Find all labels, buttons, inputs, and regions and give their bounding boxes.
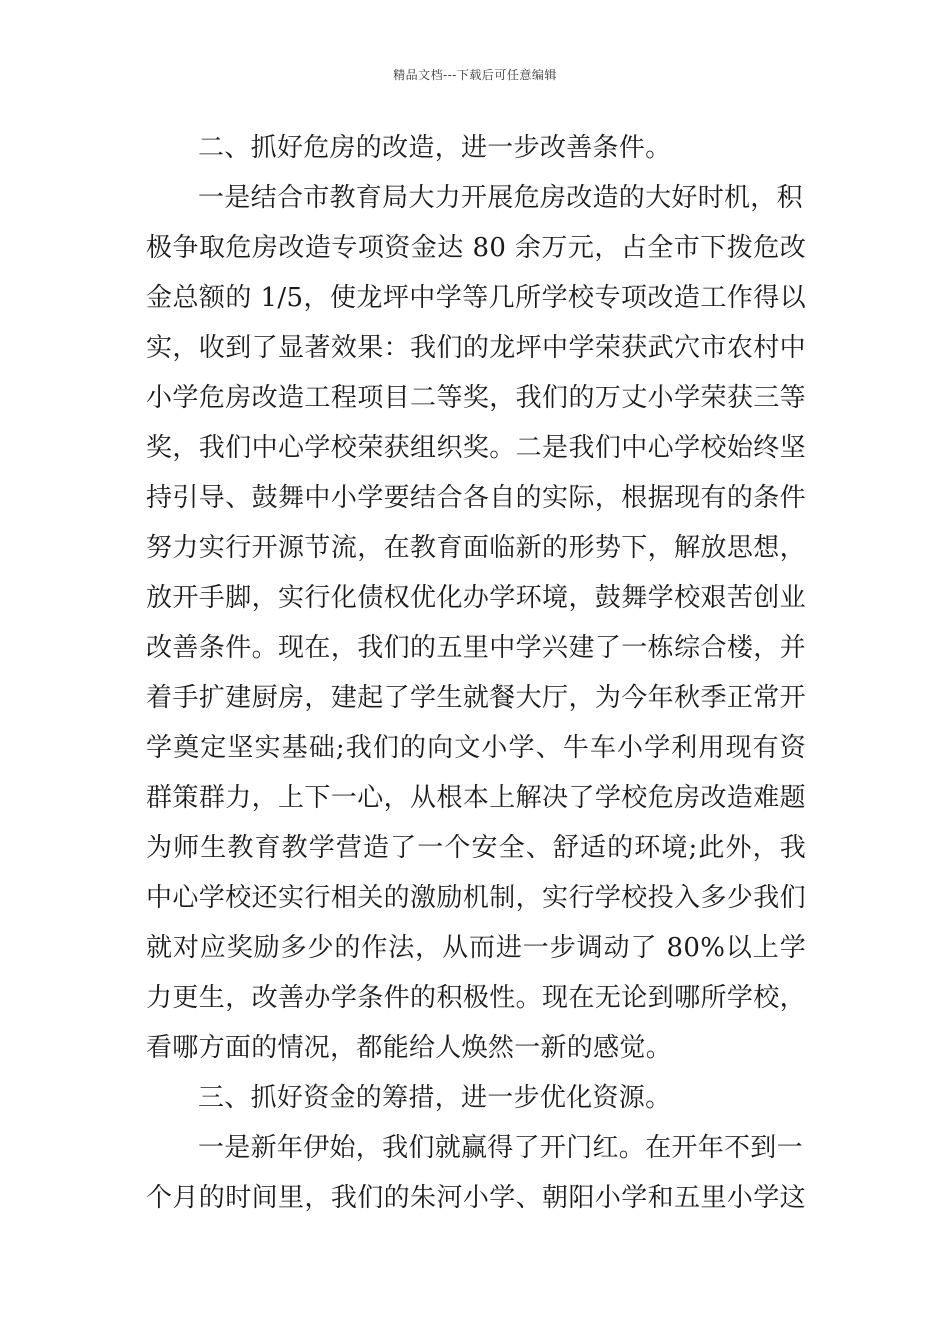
paragraph-line: 力更生，改善办学条件的积极性。现在无论到哪所学校， <box>146 983 806 1013</box>
paragraph-line: 着手扩建厨房，建起了学生就餐大厅，为今年秋季正常开 <box>146 683 806 713</box>
paragraph-line: 个月的时间里，我们的朱河小学、朝阳小学和五里小学这 <box>146 1183 806 1213</box>
page-header: 精品文档---下载后可任意编辑 <box>393 68 557 82</box>
section-heading: 二、抓好危房的改造，进一步改善条件。 <box>198 133 672 163</box>
paragraph-line: 极争取危房改造专项资金达 80 余万元，占全市下拨危改 <box>146 233 806 263</box>
paragraph-line: 群策群力，上下一心，从根本上解决了学校危房改造难题 <box>146 783 806 813</box>
paragraph-line: 就对应奖励多少的作法，从而进一步调动了 80%以上学 <box>146 933 806 963</box>
paragraph-line: 看哪方面的情况，都能给人焕然一新的感觉。 <box>146 1033 673 1063</box>
paragraph-line: 为师生教育教学营造了一个安全、舒适的环境;此外，我 <box>146 833 806 863</box>
paragraph-line: 小学危房改造工程项目二等奖，我们的万丈小学荣获三等 <box>146 383 806 413</box>
document-body <box>146 123 806 1223</box>
paragraph-line: 奖，我们中心学校荣获组织奖。二是我们中心学校始终坚 <box>146 433 806 463</box>
paragraph-line: 努力实行开源节流，在教育面临新的形势下，解放思想， <box>146 533 806 563</box>
paragraph-line: 学奠定坚实基础;我们的向文小学、牛车小学利用现有资 <box>146 733 806 763</box>
paragraph-line: 金总额的 1/5，使龙坪中学等几所学校专项改造工作得以 <box>146 283 806 313</box>
paragraph-line: 实，收到了显著效果：我们的龙坪中学荣获武穴市农村中 <box>146 333 806 363</box>
paragraph-line: 改善条件。现在，我们的五里中学兴建了一栋综合楼，并 <box>146 633 806 663</box>
paragraph-line: 持引导、鼓舞中小学要结合各自的实际，根据现有的条件 <box>146 483 806 513</box>
paragraph-line: 一是新年伊始，我们就赢得了开门红。在开年不到一 <box>198 1133 803 1163</box>
section-heading: 三、抓好资金的筹措，进一步优化资源。 <box>198 1083 672 1113</box>
paragraph-line: 一是结合市教育局大力开展危房改造的大好时机，积 <box>198 183 803 213</box>
paragraph-line: 放开手脚，实行化债权优化办学环境，鼓舞学校艰苦创业 <box>146 583 806 613</box>
paragraph-line: 中心学校还实行相关的激励机制，实行学校投入多少我们 <box>146 883 806 913</box>
